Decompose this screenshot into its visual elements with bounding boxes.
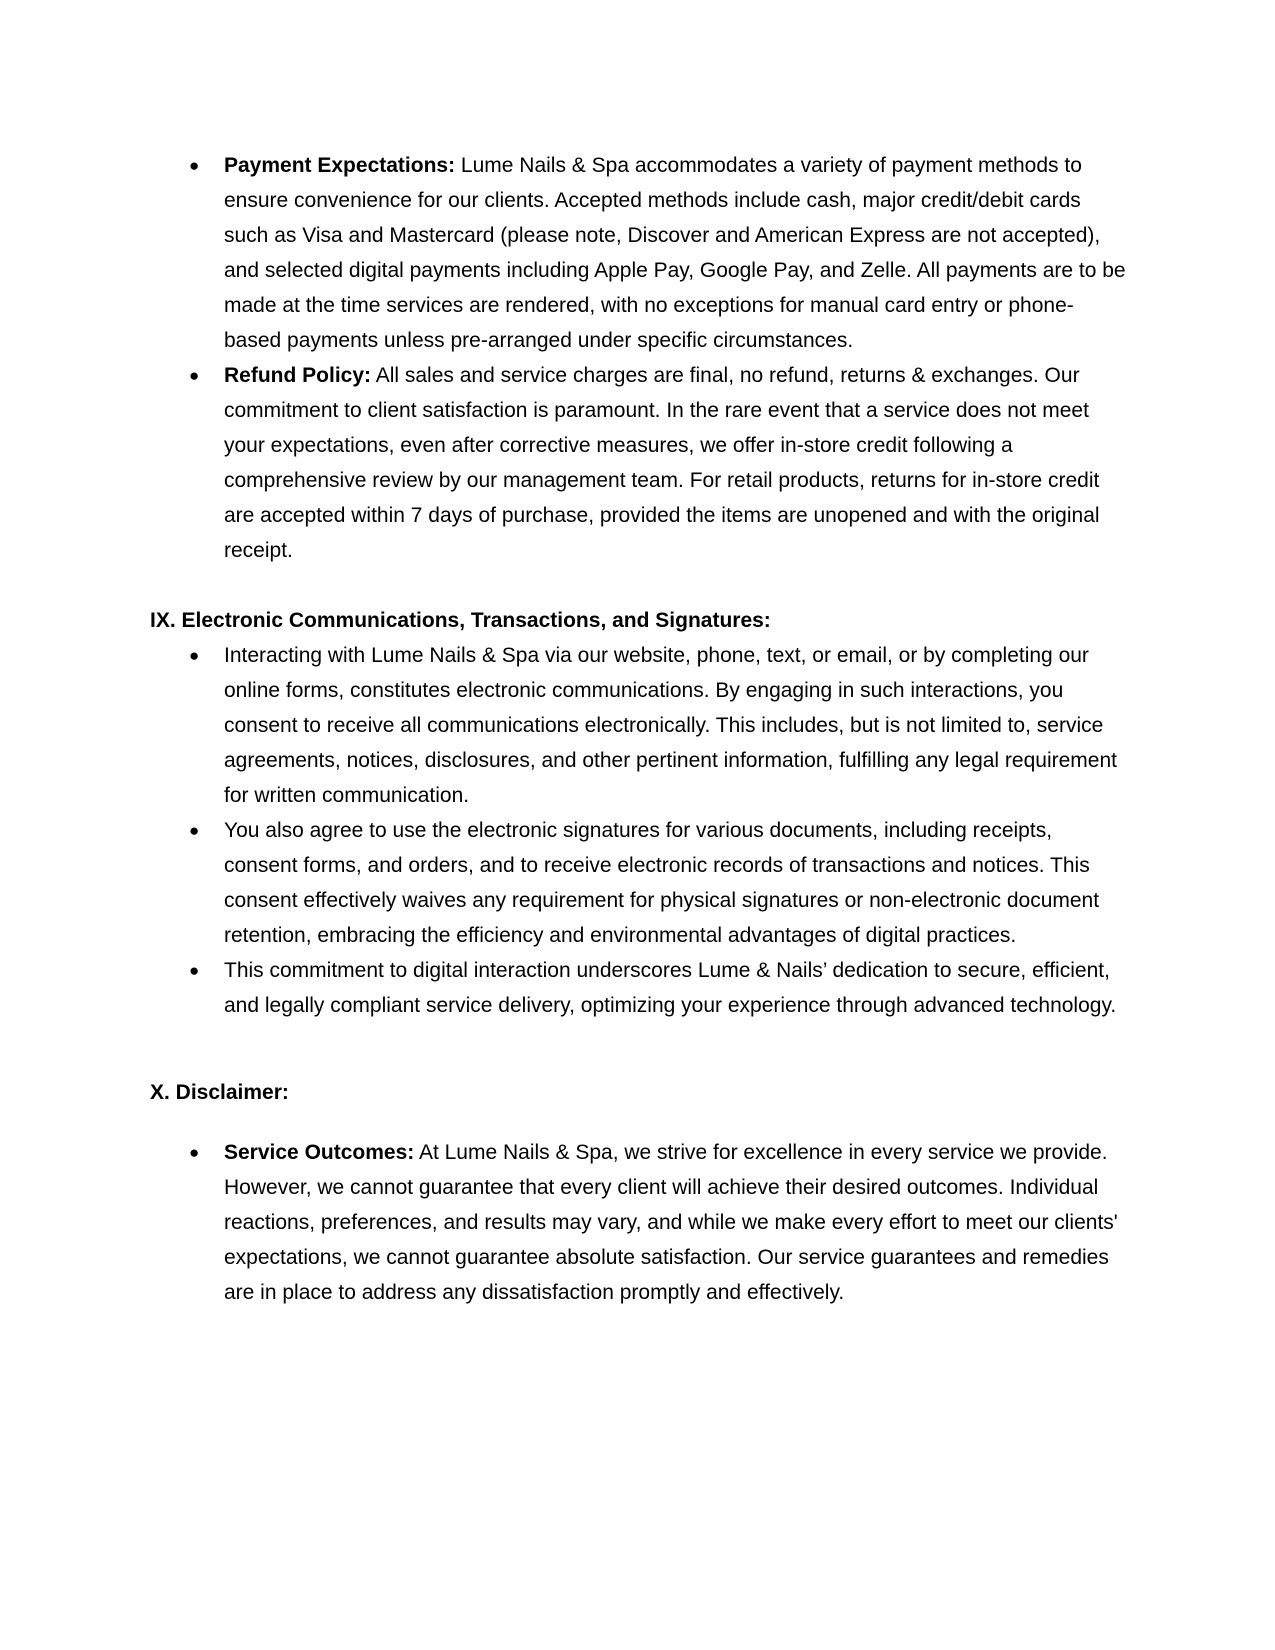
bullet-icon: ● xyxy=(189,821,200,840)
list-item-lead: Service Outcomes: xyxy=(224,1141,415,1164)
section-x-heading: X. Disclaimer: xyxy=(150,1081,289,1104)
list-item-text: This commitment to digital interaction underscores Lume & Nails’ dedication to secure, efficient, and legally compliant service delivery, optimizing your experience through advanced technology. xyxy=(224,959,1117,1017)
list-item-text: Lume Nails & Spa accommodates a variety of payment methods to ensure convenience for our clients. Accepted methods include cash, major credit/debit cards such as Visa and Mastercard (please note, Discover and American Express are not accepted), and selected digital payments including Apple Pay, Google Pay, and Zelle. All payments are to be made at the time services are rendered, with no exceptions for manual card entry or phone-based payments unless pre-arranged under specific circumstances. xyxy=(224,154,1126,352)
list-item-text: All sales and service charges are final, no refund, returns & exchanges. Our commitment to client satisfaction is paramount. In the rare event that a service does not meet your expectations, even after corrective measures, we offer in-store credit following a comprehensive review by our management team. For retail products, returns for in-store credit are accepted within 7 days of purchase, provided the items are unopened and with the original receipt. xyxy=(224,364,1100,562)
list-item xyxy=(150,1135,1130,1310)
spacer xyxy=(150,1023,1130,1075)
list-item xyxy=(150,638,1130,813)
list-item-text: Interacting with Lume Nails & Spa via our website, phone, text, or email, or by completing our online forms, constitutes electronic communications. By engaging in such interactions, you consent to receive all communications electronically. This includes, but is not limited to, service agreements, notices, disclosures, and other pertinent information, fulfilling any legal requirement for written communication. xyxy=(224,644,1117,807)
bullet-icon: ● xyxy=(189,646,200,665)
list-item-text: You also agree to use the electronic signatures for various documents, including receipts, consent forms, and orders, and to receive electronic records of transactions and notices. This consent effectively waives any requirement for physical signatures or non-electronic document retention, embracing the efficiency and environmental advantages of digital practices. xyxy=(224,819,1100,947)
bullet-icon: ● xyxy=(189,156,200,175)
list-item xyxy=(150,813,1130,953)
list-item-lead: Refund Policy: xyxy=(224,364,372,387)
section-ix-list xyxy=(150,638,1130,1023)
spacer xyxy=(150,568,1130,603)
section-ix-heading: IX. Electronic Communications, Transactions, and Signatures: xyxy=(150,609,771,632)
list-item xyxy=(150,358,1130,568)
section-viii-list xyxy=(150,148,1130,568)
spacer xyxy=(150,1110,1130,1135)
bullet-icon: ● xyxy=(189,1143,200,1162)
document-body xyxy=(150,148,1130,1310)
bullet-icon: ● xyxy=(189,366,200,385)
section-x-list xyxy=(150,1135,1130,1310)
list-item-lead: Payment Expectations: xyxy=(224,154,456,177)
list-item xyxy=(150,953,1130,1023)
list-item-text: At Lume Nails & Spa, we strive for excellence in every service we provide. However, we cannot guarantee that every client will achieve their desired outcomes. Individual reactions, preferences, and results may vary, and while we make every effort to meet our clients' expectations, we cannot guarantee absolute satisfaction. Our service guarantees and remedies are in place to address any dissatisfaction promptly and effectively. xyxy=(224,1141,1118,1304)
bullet-icon: ● xyxy=(189,961,200,980)
list-item xyxy=(150,148,1130,358)
